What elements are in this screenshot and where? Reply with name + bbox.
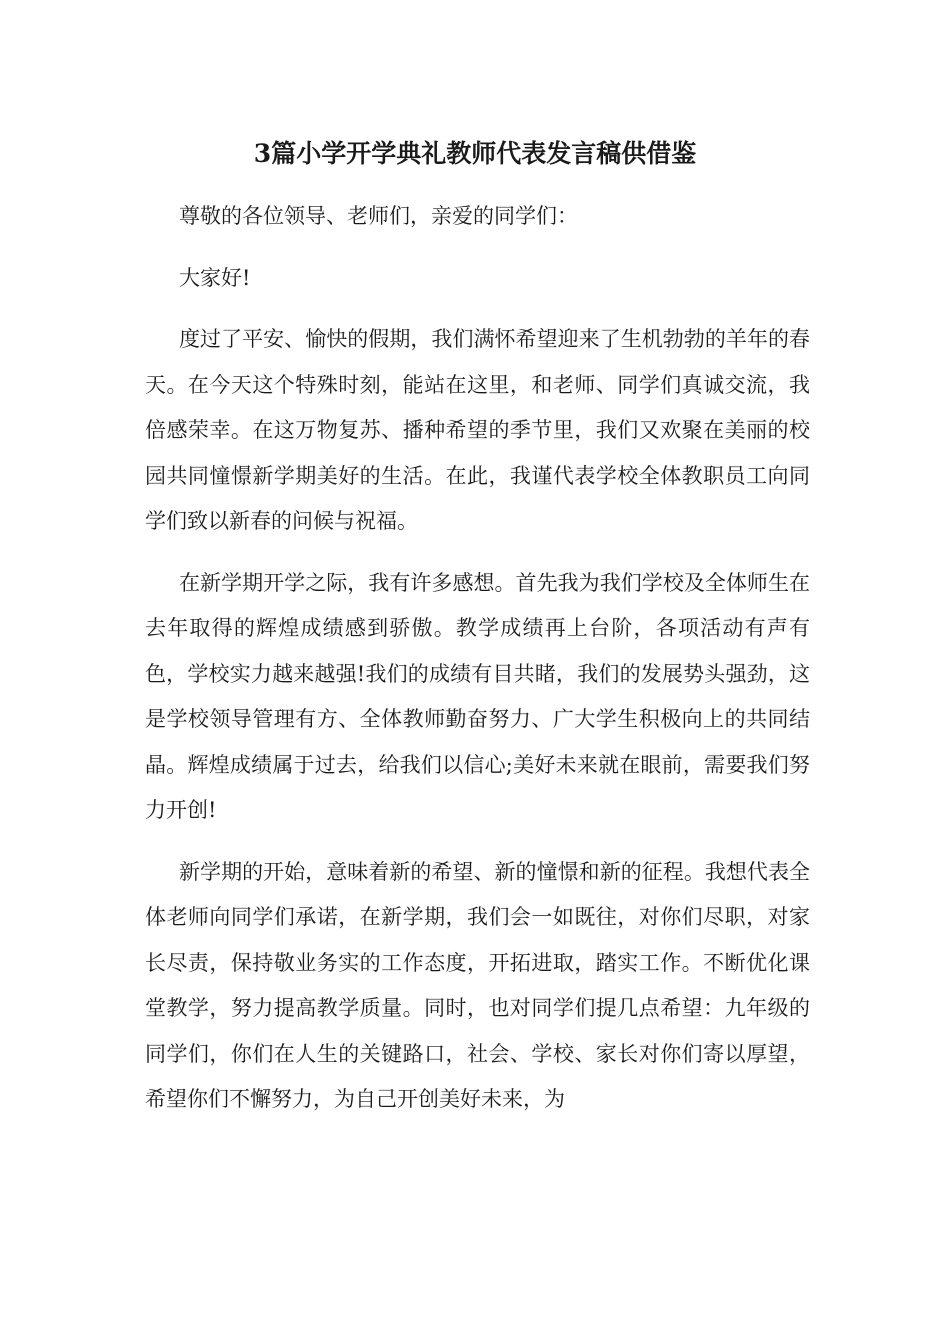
body-paragraph-1: 度过了平安、愉快的假期，我们满怀希望迎来了生机勃勃的羊年的春天。在今天这个特殊时刻，能站在这里，和老师、同学们真诚交流，我倍感荣幸。在这万物复苏、播种希望的季节里，我们又欢聚在美丽的校园共同憧憬新学期美好的生活。在此，我谨代表学校全体教职员工向同学们致以新春的问候与祝福。 (145, 327, 810, 533)
salutation-paragraph: 尊敬的各位领导、老师们，亲爱的同学们： (179, 204, 578, 228)
document-title: 3篇小学开学典礼教师代表发言稿供借鉴 (253, 139, 697, 168)
body-paragraph-2: 在新学期开学之际，我有许多感想。首先我为我们学校及全体师生在去年取得的辉煌成绩感到骄傲。教学成绩再上台阶，各项活动有声有色，学校实力越来越强!我们的成绩有目共睹，我们的发展势头强劲，这是学校领导管理有方、全体教师勤奋努力、广大学生积极向上的共同结晶。辉煌成绩属于过去，给我们以信心;美好未来就在眼前，需要我们努力开创! (145, 570, 810, 822)
body-paragraph-3: 新学期的开始，意味着新的希望、新的憧憬和新的征程。我想代表全体老师向同学们承诺，在新学期，我们会一如既往，对你们尽职，对家长尽责，保持敬业务实的工作态度，开拓进取，踏实工作。不断优化课堂教学，努力提高教学质量。同时，也对同学们提几点希望：九年级的同学们，你们在人生的关键路口，社会、学校、家长对你们寄以厚望，希望你们不懈努力，为自己开创美好未来，为 (145, 859, 810, 1111)
document-body (145, 194, 810, 1139)
greeting-paragraph: 大家好! (179, 265, 251, 290)
